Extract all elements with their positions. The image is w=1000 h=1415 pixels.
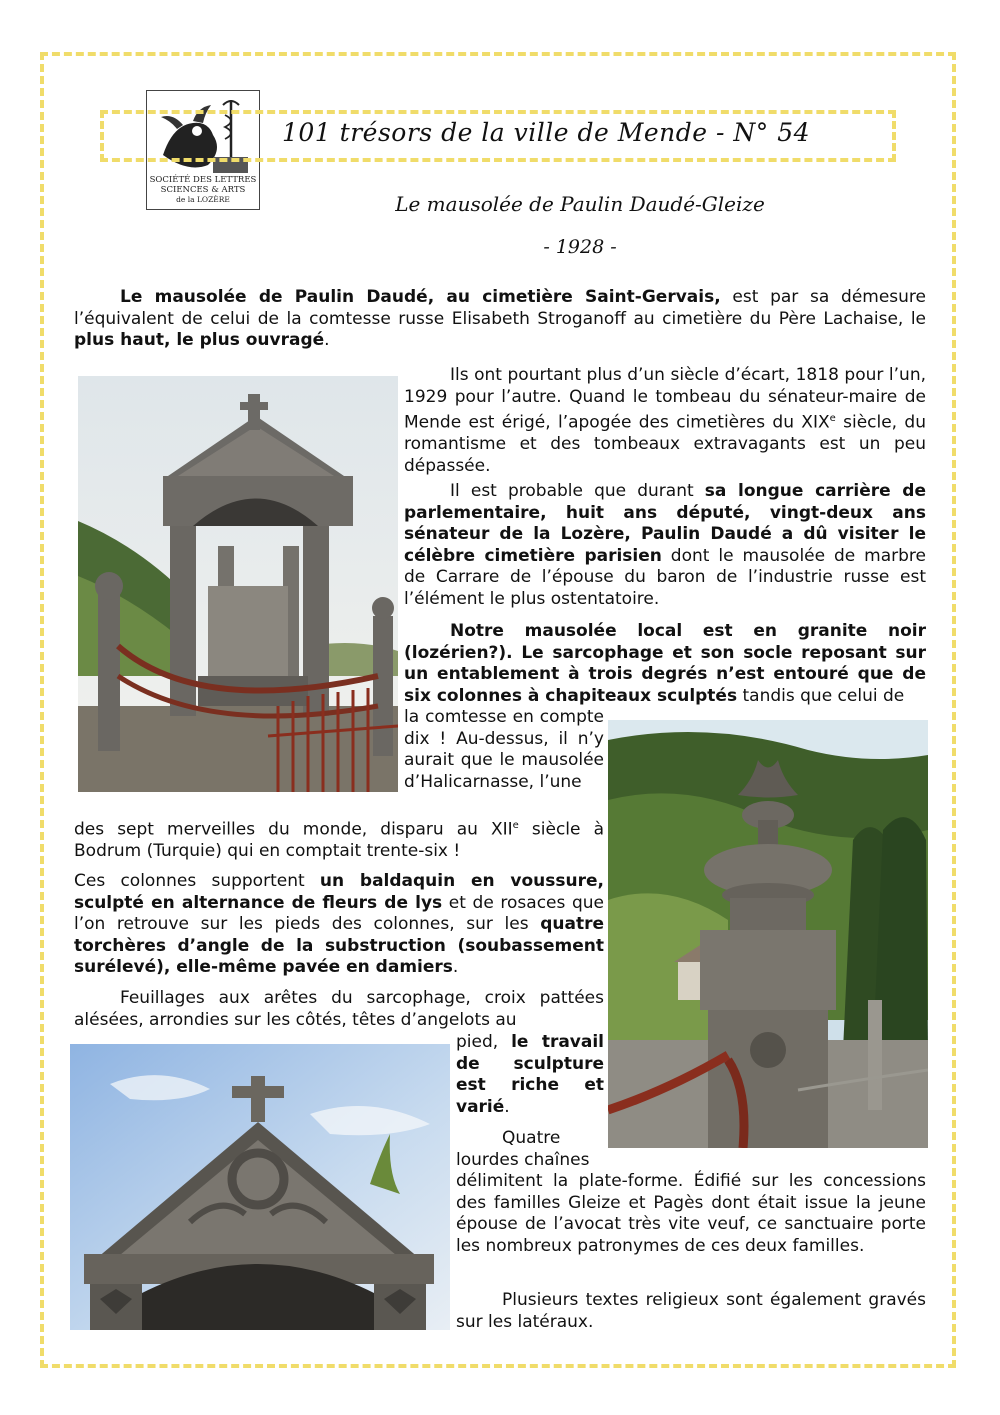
- career-bold: sa longue carrière de parlementaire, huit ans député, vingt-deux ans sénateur de la Lozère, Paulin Daudé a dû visiter le célèbre cimetière parisien: [404, 481, 926, 566]
- sculpture-text-1: Feuillages aux arêtes du sarcophage, croix pattées alésées, arrondies sur les côtés, têtes d’angelots au: [74, 988, 604, 1030]
- granite-sup: e: [512, 820, 519, 831]
- paragraph-sculpture: [74, 988, 604, 1031]
- intro-bold-1: Le mausolée de Paulin Daudé, au cimetière Saint-Gervais,: [120, 287, 721, 307]
- columns-text-1: Ces colonnes supportent: [74, 871, 320, 891]
- columns-text-2: et de rosaces que l’on retrouve sur les pieds des colonnes, sur les: [74, 892, 604, 935]
- logo-line-2: SCIENCES & ARTS: [160, 185, 246, 195]
- paragraph-granite-end: [74, 815, 604, 863]
- logo-line-1: SOCIÉTÉ DES LETTRES: [149, 175, 257, 185]
- intro-text-1: est par sa démesure l’équivalent de celui de la comtesse russe Elisabeth Stroganoff au cimetière du Père Lachaise, le: [74, 287, 926, 329]
- logo-line-3: de la LOZÈRE: [176, 195, 230, 204]
- granite-text-3: des sept merveilles du monde, disparu au XII: [74, 819, 513, 840]
- intro-bold-2: plus haut, le plus ouvragé: [74, 330, 325, 351]
- article-subtitle: Le mausolée de Paulin Daudé-Gleize: [395, 192, 765, 216]
- columns-text-3: .: [452, 957, 459, 978]
- paragraph-intro: [74, 287, 926, 352]
- photo-torchere: [608, 720, 928, 1148]
- granite-text-2: la comtesse en compte dix ! Au-dessus, il n’y aurait que le mausolée d’Halicarnasse, l’une: [404, 707, 604, 792]
- paragraph-sculpture-cont: [456, 1032, 604, 1118]
- chains-text-1: Quatre lourdes chaînes: [456, 1128, 590, 1170]
- paragraph-granite: [404, 621, 926, 707]
- granite-text-1: tandis que celui de: [737, 685, 905, 706]
- sculpture-text-2: pied,: [456, 1032, 512, 1052]
- paragraph-texts: [456, 1290, 926, 1333]
- paragraph-columns: [74, 871, 604, 979]
- career-text-1: Il est probable que durant: [450, 481, 705, 501]
- granite-bold: Notre mausolée local est en granite noir (lozérien?). Le sarcophage et son socle reposant sur un entablement à trois degrés n’est entouré que de six colonnes à chapiteaux sculptés: [404, 621, 926, 706]
- photo-mausoleum-overview: [78, 376, 398, 792]
- columns-bold-1: un baldaquin en voussure, sculpté en alternance de fleurs de lys: [74, 871, 604, 913]
- paragraph-career: [404, 481, 926, 611]
- page-title: 101 trésors de la ville de Mende - N° 54: [282, 118, 811, 147]
- sculpture-bold: le travail de sculpture est riche et varié: [456, 1032, 605, 1117]
- paragraph-history: [404, 365, 926, 478]
- granite-text-4: siècle à Bodrum (Turquie) qui en comptait trente-six !: [74, 819, 604, 862]
- paragraph-chains: [456, 1128, 606, 1171]
- paragraph-chains-cont: [456, 1171, 926, 1257]
- chains-text-2: délimitent la plate-forme. Édifié sur les concessions des familles Gleize et Pagès dont était issue la jeune épouse de l’avocat très vite veuf, ce sanctuaire porte les nombreux patronymes de ces deux familles.: [456, 1171, 926, 1256]
- sculpture-text-3: .: [504, 1096, 510, 1117]
- history-text-2: siècle, du romantisme et des tombeaux extravagants est un peu dépassée.: [404, 412, 926, 477]
- intro-text-2: .: [324, 330, 330, 351]
- texts-text-1: Plusieurs textes religieux sont également gravés sur les latéraux.: [456, 1290, 926, 1332]
- photo-canopy-detail: [70, 1044, 450, 1330]
- career-text-2: dont le mausolée de marbre de Carrare de l’épouse du baron de l’industrie russe est l’élément le plus ostentatoire.: [404, 545, 927, 609]
- article-year: - 1928 -: [543, 236, 617, 258]
- paragraph-granite-cont: [404, 707, 604, 793]
- history-text-1: Ils ont pourtant plus d’un siècle d’écart, 1818 pour l’un, 1929 pour l’autre. Quand le tombeau du sénateur-maire de Mende est érigé, l’apogée des cimetières du XIX: [404, 365, 926, 433]
- columns-bold-2: quatre torchères d’angle de la substruction (soubassement surélevé), elle-même pavée en damiers: [74, 914, 604, 978]
- history-sup: e: [829, 413, 836, 425]
